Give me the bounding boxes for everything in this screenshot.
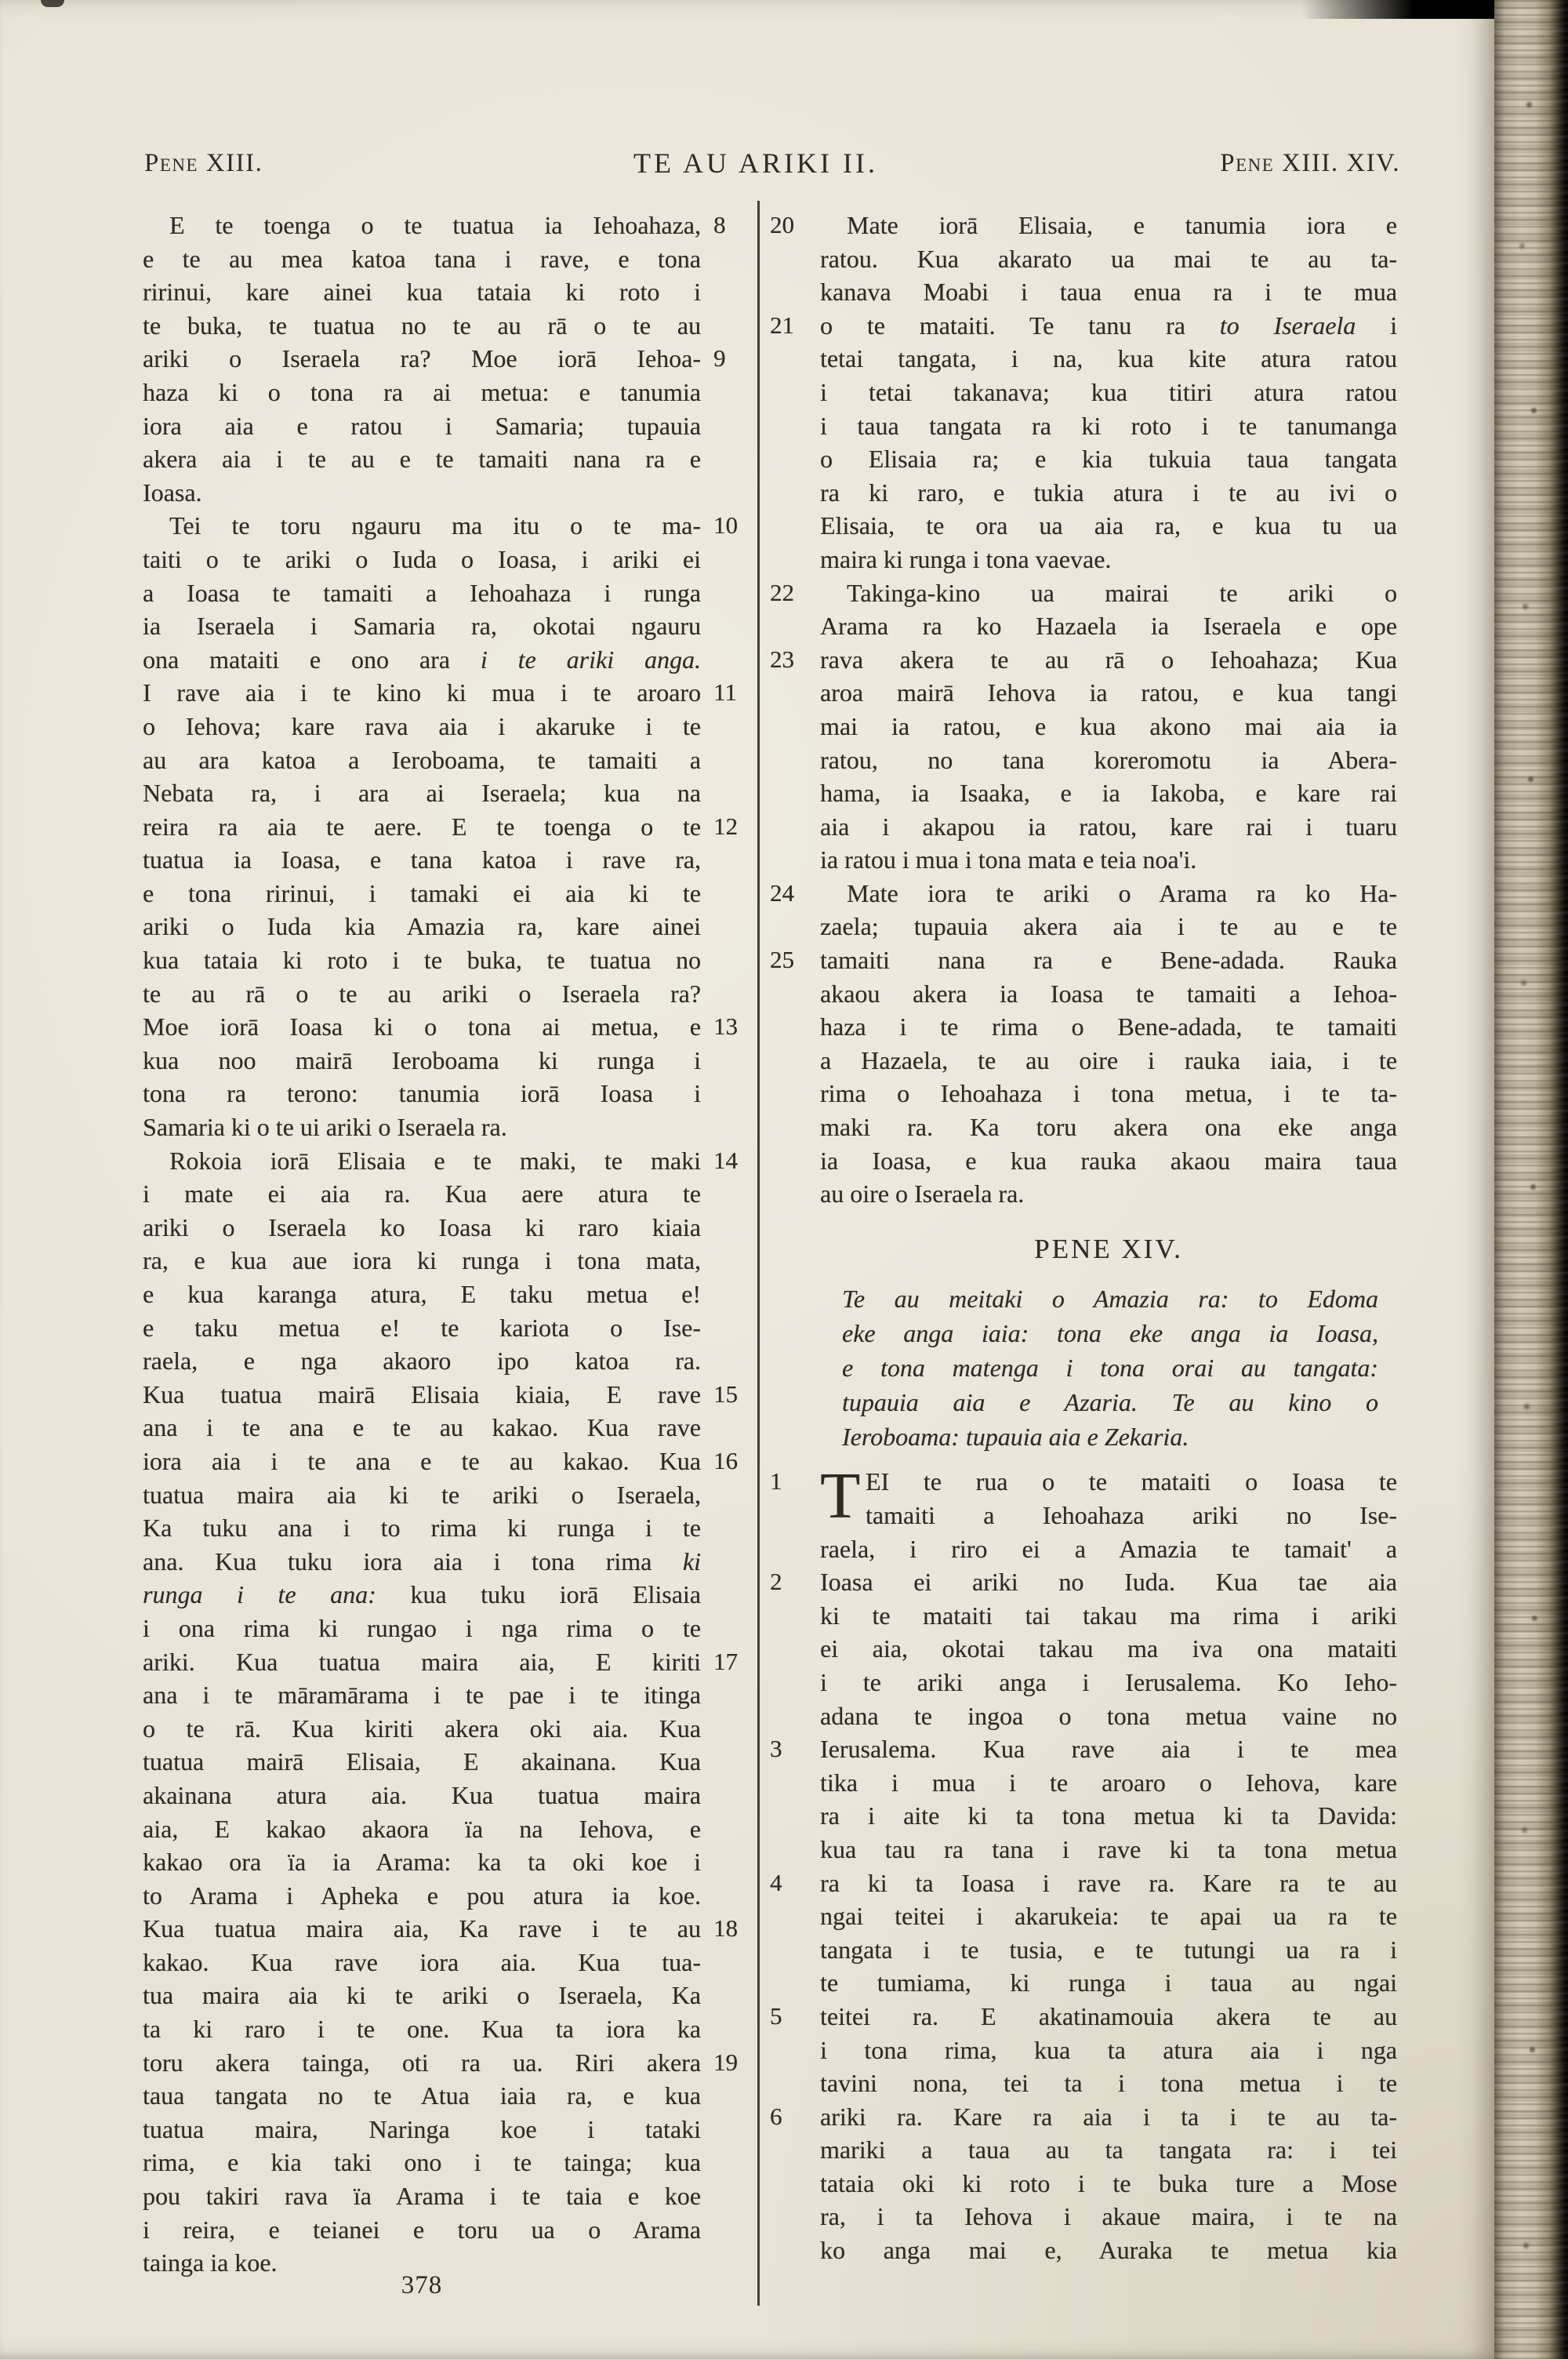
text-line: kua tataia ki roto i te buka, te tuatua no xyxy=(143,946,701,975)
text-line: teitei ra. E akatinamouia akera te au 5 xyxy=(820,2000,1397,2034)
text-line: tamaiti nana ra e Bene-adada. Rauka 25 xyxy=(820,943,1397,977)
text-line: Ieroboama: tupauia aia e Zekaria. xyxy=(842,1423,1189,1452)
text-line: te tumiama, ki runga i taua au ngai xyxy=(820,1968,1397,1997)
text-line: ra, e kua aue iora ki runga i tona mata, xyxy=(143,1246,701,1275)
text-line: kakao. Kua rave iora aia. Kua tua- xyxy=(143,1947,701,1976)
text-line: ngai teitei i akarukeia: te apai ua ra te xyxy=(820,1902,1397,1931)
text-line: o te mataiti. Te tanu ra to Iseraela i 21 xyxy=(820,309,1397,343)
text-line: tona ra terono: tanumia iorā Ioasa i xyxy=(143,1079,701,1108)
text-line: ra, i ta Iehova i akaue maira, i te na xyxy=(820,2202,1397,2231)
text-line: Ioasa. xyxy=(143,478,202,507)
verse-number: 13 xyxy=(713,1012,738,1041)
book-edge-marks xyxy=(1526,0,1532,5)
text-line: ana i te ana e te au kakao. Kua rave xyxy=(143,1413,701,1442)
text-line: te au rā o te au ariki o Iseraela ra? xyxy=(143,979,701,1008)
text-line: raela, i riro ei a Amazia te tamait' a xyxy=(820,1534,1397,1563)
text-line: zaela; tupauia akera aia i te au e te xyxy=(820,912,1397,941)
text-line: rava akera te au rā o Iehoahaza; Kua 23 xyxy=(820,643,1397,677)
text-line: I rave aia i te kino ki mua i te aroaro 11 xyxy=(143,676,701,710)
running-head-right: Pene XIII. XIV. xyxy=(1220,149,1400,177)
verse-number: 20 xyxy=(770,211,794,238)
text-line: ia ratou i mua i tona mata e teia noa'i. xyxy=(820,845,1197,874)
text-line: maki ra. Ka toru akera ona eke anga xyxy=(820,1113,1397,1142)
text-line: akaou akera ia Ioasa te tamaiti a Iehoa- xyxy=(820,979,1397,1008)
text-line: ia Iseraela i Samaria ra, okotai ngauru xyxy=(143,612,701,641)
text-line: mai ia ratou, e kua akono mai aia ia xyxy=(820,711,1397,740)
text-line: kua tau ra tana i rave ki ta tona metua xyxy=(820,1834,1397,1863)
verse-number: 18 xyxy=(713,1914,738,1943)
text-line: ko anga mai e, Auraka te metua kia xyxy=(820,2236,1397,2265)
text-line: tuatua mairā Elisaia, E akainana. Kua xyxy=(143,1747,701,1776)
text-line: ta ki raro i te one. Kua ta iora ka xyxy=(143,2015,701,2044)
text-line: ariki. Kua tuatua maira aia, E kiriti 17 xyxy=(143,1645,701,1679)
verse-number: 1 xyxy=(770,1467,782,1496)
text-line: haza i te rima o Bene-adada, te tamaiti xyxy=(820,1012,1397,1041)
text-line: kanava Moabi i taua enua ra i te mua xyxy=(820,278,1397,307)
text-line: o Iehova; kare rava aia i akaruke i te xyxy=(143,711,701,740)
verse-number: 24 xyxy=(770,878,794,907)
text-line: aia i akapou ia ratou, kare rai i tuaru xyxy=(820,812,1397,841)
text-line: taiti o te ariki o Iuda o Ioasa, i ariki ei xyxy=(143,544,701,573)
text-line: ariki o Iuda kia Amazia ra, kare ainei xyxy=(143,912,701,941)
text-line: ana. Kua tuku iora aia i tona rima ki xyxy=(143,1547,701,1576)
text-line: raela, e nga akaoro ipo katoa ra. xyxy=(143,1347,701,1376)
text-line: haza ki o tona ra ai metua: e tanumia xyxy=(143,377,701,406)
running-head-left: Pene XIII. xyxy=(144,149,263,177)
text-line: ra ki ta Ioasa i rave ra. Kare ra te au 4 xyxy=(820,1866,1397,1900)
text-line: o Elisaia ra; e kia tukuia taua tangata xyxy=(820,445,1397,474)
text-line: Mate iora te ariki o Arama ra ko Ha- 24 xyxy=(820,877,1397,911)
left-text-column xyxy=(143,209,738,2280)
text-line: Elisaia, te ora ua aia ra, e kua tu ua xyxy=(820,511,1397,540)
text-line: maira ki runga i tona vaevae. xyxy=(820,544,1112,573)
verse-number: 25 xyxy=(770,946,794,974)
text-line: e te au mea katoa tana i rave, e tona xyxy=(143,244,701,273)
verse-number: 21 xyxy=(770,311,794,339)
text-line: i mate ei aia ra. Kua aere atura te xyxy=(143,1180,701,1209)
text-line: Kua tuatua mairā Elisaia kiaia, E rave 15 xyxy=(143,1378,701,1412)
text-line: Ierusalema. Kua rave aia i te mea 3 xyxy=(820,1732,1397,1766)
text-line: Ka tuku ana i to rima ki runga i te xyxy=(143,1514,701,1543)
verse-number: 3 xyxy=(770,1735,782,1763)
text-line: tika i mua i te aroaro o Iehova, kare xyxy=(820,1768,1397,1797)
text-line: ei aia, okotai takau ma iva ona mataiti xyxy=(820,1634,1397,1663)
text-line: Takinga-kino ua mairai te ariki o 22 xyxy=(820,576,1397,610)
verse-number: 14 xyxy=(713,1146,738,1174)
text-line: Rokoia iorā Elisaia e te maki, te maki 14 xyxy=(143,1144,701,1178)
chapter-heading: PENE XIV. xyxy=(1034,1233,1183,1264)
text-line: Kua tuatua maira aia, Ka rave i te au 18 xyxy=(143,1912,701,1946)
text-line: ra ki raro, e tukia atura i te au ivi o xyxy=(820,478,1397,507)
verse-number: 10 xyxy=(713,511,738,540)
verse-number: 8 xyxy=(713,211,726,238)
text-line: Samaria ki o te ui ariki o Iseraela ra. xyxy=(143,1113,507,1142)
text-line: au oire o Iseraela ra. xyxy=(820,1180,1025,1209)
photo-corner-mark xyxy=(41,0,64,7)
text-line: e tona matenga i tona orai au tangata: xyxy=(842,1354,1378,1383)
verse-number: 6 xyxy=(770,2102,782,2130)
drop-cap: T xyxy=(820,1459,861,1533)
text-line: i taua tangata ra ki roto i te tanumanga xyxy=(820,411,1397,440)
text-line: tainga ia koe. xyxy=(143,2248,278,2277)
text-line: tuatua maira aia ki te ariki o Iseraela, xyxy=(143,1480,701,1509)
text-line: tetai tangata, i na, kua kite atura ratou xyxy=(820,344,1397,373)
text-line: tuatua maira, Naringa koe i tataki xyxy=(143,2114,701,2143)
verse-number: 4 xyxy=(770,1868,782,1896)
text-line: toru akera tainga, oti ra ua. Riri akera 19 xyxy=(143,2046,701,2080)
text-line: akainana atura aia. Kua tuatua maira xyxy=(143,1780,701,1809)
text-line: tua maira aia ki te ariki o Iseraela, Ka xyxy=(143,1981,701,2010)
text-line: tataia oki ki roto i te buka ture a Mose xyxy=(820,2168,1397,2197)
text-line: kua noo mairā Ieroboama ki runga i xyxy=(143,1045,701,1074)
text-line: e tona ririnui, i tamaki ei aia ki te xyxy=(143,878,701,907)
text-line: i ona rima ki rungao i nga rima o te xyxy=(143,1613,701,1642)
page-number: 378 xyxy=(401,2271,443,2299)
text-line: to Arama i Apheka e pou atura ia koe. xyxy=(143,1881,701,1910)
text-line: ratou. Kua akarato ua mai te au ta- xyxy=(820,244,1397,273)
text-line: mariki a taua au ta tangata ra: i tei xyxy=(820,2135,1397,2165)
text-line: Te au meitaki o Amazia ra: to Edoma xyxy=(842,1285,1378,1314)
text-line: au ara katoa a Ieroboama, te tamaiti a xyxy=(143,745,701,774)
text-line: iora aia e ratou i Samaria; tupauia xyxy=(143,411,701,440)
text-line: iora aia i te ana e te au kakao. Kua 16 xyxy=(143,1445,701,1478)
text-line: tuatua ia Ioasa, e tana katoa i rave ra, xyxy=(143,845,701,874)
text-line: e kua karanga atura, E taku metua e! xyxy=(143,1280,701,1308)
book-edge-strip xyxy=(1494,0,1568,2359)
text-line: aroa mairā Iehova ia ratou, e kua tangi xyxy=(820,678,1397,707)
text-line: taua tangata no te Atua iaia ra, e kua xyxy=(143,2081,701,2110)
text-line: hama, ia Isaaka, e ia Iakoba, e kare rai xyxy=(820,779,1397,808)
text-line: Mate iorā Elisaia, e tanumia iora e 20 xyxy=(820,209,1397,242)
text-line: tupauia aia e Azaria. Te au kino o xyxy=(842,1388,1378,1417)
photo-background-top xyxy=(1301,0,1505,19)
text-line: i reira, e teianei e toru ua o Arama xyxy=(143,2215,701,2244)
verse-number: 17 xyxy=(713,1647,738,1675)
text-line: rima, e kia taki ono i te tainga; kua xyxy=(143,2148,701,2177)
verse-number: 2 xyxy=(770,1568,782,1596)
text-line: ona mataiti e ono ara i te ariki anga. xyxy=(143,645,701,674)
text-line: aia, E kakao akaora ïa na Iehova, e xyxy=(143,1814,701,1843)
text-line: ariki o Iseraela ra? Moe iorā Iehoa- 9 xyxy=(143,342,701,376)
text-line: a Ioasa te tamaiti a Iehoahaza i runga xyxy=(143,578,701,607)
verse-number: 5 xyxy=(770,2001,782,2030)
verse-number: 19 xyxy=(713,2048,738,2076)
text-line: o te rā. Kua kiriti akera oki aia. Kua xyxy=(143,1714,701,1743)
right-text-column xyxy=(770,209,1398,2267)
text-line: reira ra aia te aere. E te toenga o te 12 xyxy=(143,810,701,844)
text-line: tavini nona, tei ta i tona metua i te xyxy=(820,2069,1397,2098)
text-line: eke anga iaia: tona eke anga ia Ioasa, xyxy=(842,1319,1378,1348)
verse-number: 22 xyxy=(770,578,794,606)
text-line: E te toenga o te tuatua ia Iehoahaza, 8 xyxy=(143,209,701,242)
text-line: Nebata ra, i ara ai Iseraela; kua na xyxy=(143,779,701,808)
verse-number: 23 xyxy=(770,645,794,673)
text-line: pou takiri rava ïa Arama i te taia e koe xyxy=(143,2182,701,2211)
text-line: ana i te māramārama i te pae i te itinga xyxy=(143,1681,701,1710)
verse-number: 16 xyxy=(713,1446,738,1474)
verse-number: 12 xyxy=(713,812,738,840)
text-line: ia Ioasa, e kua rauka akaou maira taua xyxy=(820,1146,1397,1175)
verse-number: 9 xyxy=(713,344,726,373)
text-line: adana te ingoa o tona metua vaine no xyxy=(820,1701,1397,1730)
text-line: Ioasa ei ariki no Iuda. Kua tae aia 2 xyxy=(820,1565,1397,1599)
verse-number: 11 xyxy=(713,678,737,707)
running-head-center: TE AU ARIKI II. xyxy=(633,147,878,179)
text-line: ratou, no tana koreromotu ia Abera- xyxy=(820,745,1397,774)
text-line: tamaiti a Iehoahaza ariki no Ise- xyxy=(866,1501,1397,1529)
text-line: i tetai takanava; kua titiri atura ratou xyxy=(820,377,1397,406)
page-header xyxy=(0,149,1496,187)
text-line: ariki ra. Kare ra aia i ta i te au ta- 6 xyxy=(820,2100,1397,2134)
text-line: ki te mataiti tai takau ma rima i ariki xyxy=(820,1601,1397,1630)
text-line: te buka, te tuatua no te au rā o te au xyxy=(143,311,701,340)
text-line: e taku metua e! te kariota o Ise- xyxy=(143,1313,701,1342)
text-line: runga i te ana: kua tuku iorā Elisaia xyxy=(143,1580,702,1609)
text-line: a Hazaela, te au oire i rauka iaia, i te xyxy=(820,1045,1397,1074)
text-line: T EI te rua o te mataiti o Ioasa te 1 xyxy=(770,1459,1397,1533)
text-line: i te ariki anga i Ierusalema. Ko Ieho- xyxy=(820,1667,1397,1696)
text-line: Moe iorā Ioasa ki o tona ai metua, e 13 xyxy=(143,1010,701,1044)
text-line: tangata i te tusia, e te tutungi ua ra i xyxy=(820,1935,1397,1964)
text-line: ariki o Iseraela ko Ioasa ki raro kiaia xyxy=(143,1212,701,1241)
text-line: Tei te toru ngauru ma itu o te ma- 10 xyxy=(143,509,701,543)
text-line: i tona rima, kua ta atura aia i nga xyxy=(820,2035,1397,2064)
text-line: rima o Iehoahaza i tona metua, i te ta- xyxy=(820,1079,1397,1108)
text-line: akera aia i te au e te tamaiti nana ra e xyxy=(143,445,701,474)
text-line: kakao ora ïa ia Arama: ka ta oki koe i xyxy=(143,1848,701,1877)
verse-number: 15 xyxy=(713,1379,738,1408)
text-line: Arama ra ko Hazaela ia Iseraela e ope xyxy=(820,612,1397,641)
text-line: ririnui, kare ainei kua tataia ki roto i xyxy=(143,278,701,307)
text-line: ra i aite ki ta tona metua ki ta Davida: xyxy=(820,1801,1397,1830)
